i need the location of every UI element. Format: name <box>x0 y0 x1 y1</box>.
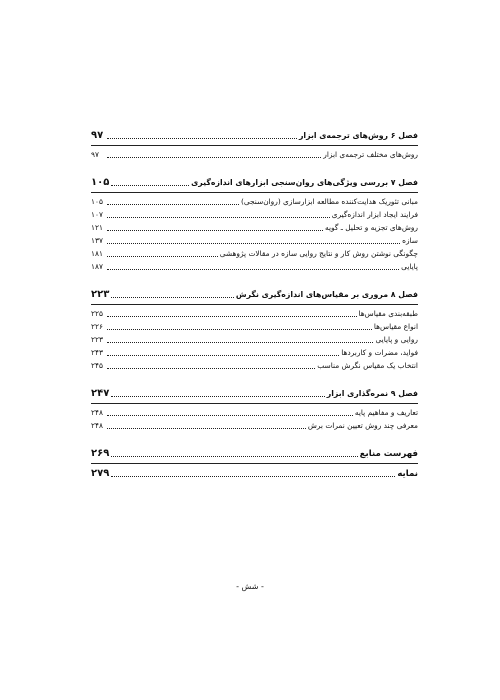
toc-entry[interactable] <box>91 346 418 359</box>
dot-leader <box>111 476 395 477</box>
chapter-6 <box>91 128 418 161</box>
dot-leader <box>107 355 339 356</box>
page-footer-number: - شش - <box>236 582 264 591</box>
toc-entry[interactable] <box>91 359 418 372</box>
dot-leader <box>107 342 373 343</box>
entry-title: تعاریف و مفاهیم پایه <box>354 408 418 417</box>
dot-leader <box>107 316 357 317</box>
entry-title: روایی و پایایی <box>375 335 418 344</box>
dot-leader <box>107 230 323 231</box>
chapter-heading[interactable] <box>91 386 418 400</box>
chapter-heading[interactable] <box>91 287 418 301</box>
entry-title: چگونگی نوشتن روش کار و نتایج روایی سازه در مقالات پژوهشی <box>219 249 418 258</box>
toc-entry[interactable] <box>91 208 418 221</box>
dot-leader <box>107 256 218 257</box>
dot-leader <box>107 415 353 416</box>
index-title: نمایه <box>397 469 418 479</box>
entry-title: سازه <box>402 236 418 245</box>
chapter-8 <box>91 287 418 372</box>
back-matter <box>91 446 418 480</box>
entry-page-number: ۱۸۷ <box>91 262 103 271</box>
entry-page-number: ۲۴۵ <box>91 361 103 370</box>
divider <box>91 145 418 146</box>
entry-title: فواید، مضرات و کاربردها <box>341 348 418 357</box>
dot-leader <box>111 185 189 186</box>
entry-page-number: ۲۲۵ <box>91 309 103 318</box>
entry-page-number: ۲۲۳ <box>91 335 103 344</box>
chapter-title: فصل ۸ مروری بر مقیاس‌های اندازه‌گیری نگرش <box>235 290 418 299</box>
dot-leader <box>111 396 324 397</box>
entry-page-number: ۱۸۱ <box>91 249 103 258</box>
entry-page-number: ۲۴۸ <box>91 408 103 417</box>
divider <box>91 304 418 305</box>
dot-leader <box>107 368 315 369</box>
divider <box>91 463 418 464</box>
references-page-number: ۲۶۹ <box>91 448 110 459</box>
entry-page-number: ۱۰۵ <box>91 197 103 206</box>
entry-page-number: ۲۲۶ <box>91 322 103 331</box>
toc-entry[interactable] <box>91 260 418 273</box>
toc-entry[interactable] <box>91 307 418 320</box>
dot-leader <box>107 329 372 330</box>
chapter-heading[interactable] <box>91 175 418 189</box>
references-entry[interactable] <box>91 446 418 460</box>
dot-leader <box>107 157 321 158</box>
index-entry[interactable] <box>91 466 418 480</box>
dot-leader <box>111 456 357 457</box>
chapter-page-number: ۲۲۳ <box>91 289 110 300</box>
dot-leader <box>107 428 306 429</box>
index-page-number: ۲۷۹ <box>91 468 110 479</box>
references-title: فهرست منابع <box>359 449 418 459</box>
toc-entry[interactable] <box>91 333 418 346</box>
entry-title: انواع مقیاس‌ها <box>373 322 418 331</box>
dot-leader <box>111 297 234 298</box>
entry-title: طبقه‌بندی مقیاس‌ها <box>358 309 418 318</box>
chapter-title: فصل ۹ نمره‌گذاری ابزار <box>326 389 418 398</box>
toc-entry[interactable] <box>91 221 418 234</box>
entry-page-number: ۹۷ <box>91 150 99 159</box>
chapter-page-number: ۹۷ <box>91 130 104 141</box>
table-of-contents <box>91 128 418 480</box>
entry-page-number: ۱۲۱ <box>91 223 103 232</box>
entry-title: معرفی چند روش تعیین نمرات برش <box>307 421 418 430</box>
entry-title: مبانی تئوریک هدایت‌کننده مطالعه ابزارسازی (روان‌سنجی) <box>240 197 418 206</box>
dot-leader <box>107 138 297 139</box>
dot-leader <box>107 204 239 205</box>
entry-title: روش‌های مختلف ترجمه‌ی ابزار <box>323 150 418 159</box>
chapter-page-number: ۲۴۷ <box>91 388 110 399</box>
dot-leader <box>107 243 400 244</box>
entry-title: فرایند ایجاد ابزار اندازه‌گیری <box>331 210 418 219</box>
dot-leader <box>107 217 330 218</box>
chapter-7 <box>91 175 418 273</box>
toc-entry[interactable] <box>91 234 418 247</box>
toc-entry[interactable] <box>91 247 418 260</box>
chapter-page-number: ۱۰۵ <box>91 177 110 188</box>
entry-title: پایایی <box>401 262 418 271</box>
entry-title: انتخاب یک مقیاس نگرش مناسب <box>317 361 418 370</box>
toc-entry[interactable] <box>91 320 418 333</box>
chapter-title: فصل ۷ بررسی ویژگی‌های روان‌سنجی ابزارهای اندازه‌گیری <box>191 178 418 187</box>
divider <box>91 192 418 193</box>
toc-entry[interactable] <box>91 148 418 161</box>
entry-page-number: ۱۳۷ <box>91 236 103 245</box>
dot-leader <box>107 269 399 270</box>
chapter-9 <box>91 386 418 432</box>
entry-page-number: ۲۴۳ <box>91 348 103 357</box>
chapter-title: فصل ۶ روش‌های ترجمه‌ی ابزار <box>298 131 418 140</box>
toc-entry[interactable] <box>91 419 418 432</box>
entry-page-number: ۱۰۷ <box>91 210 103 219</box>
entry-page-number: ۲۴۸ <box>91 421 103 430</box>
divider <box>91 403 418 404</box>
entry-title: روش‌های تجزیه و تحلیل ـ گویه <box>325 223 418 232</box>
toc-entry[interactable] <box>91 406 418 419</box>
chapter-heading[interactable] <box>91 128 418 142</box>
toc-entry[interactable] <box>91 195 418 208</box>
